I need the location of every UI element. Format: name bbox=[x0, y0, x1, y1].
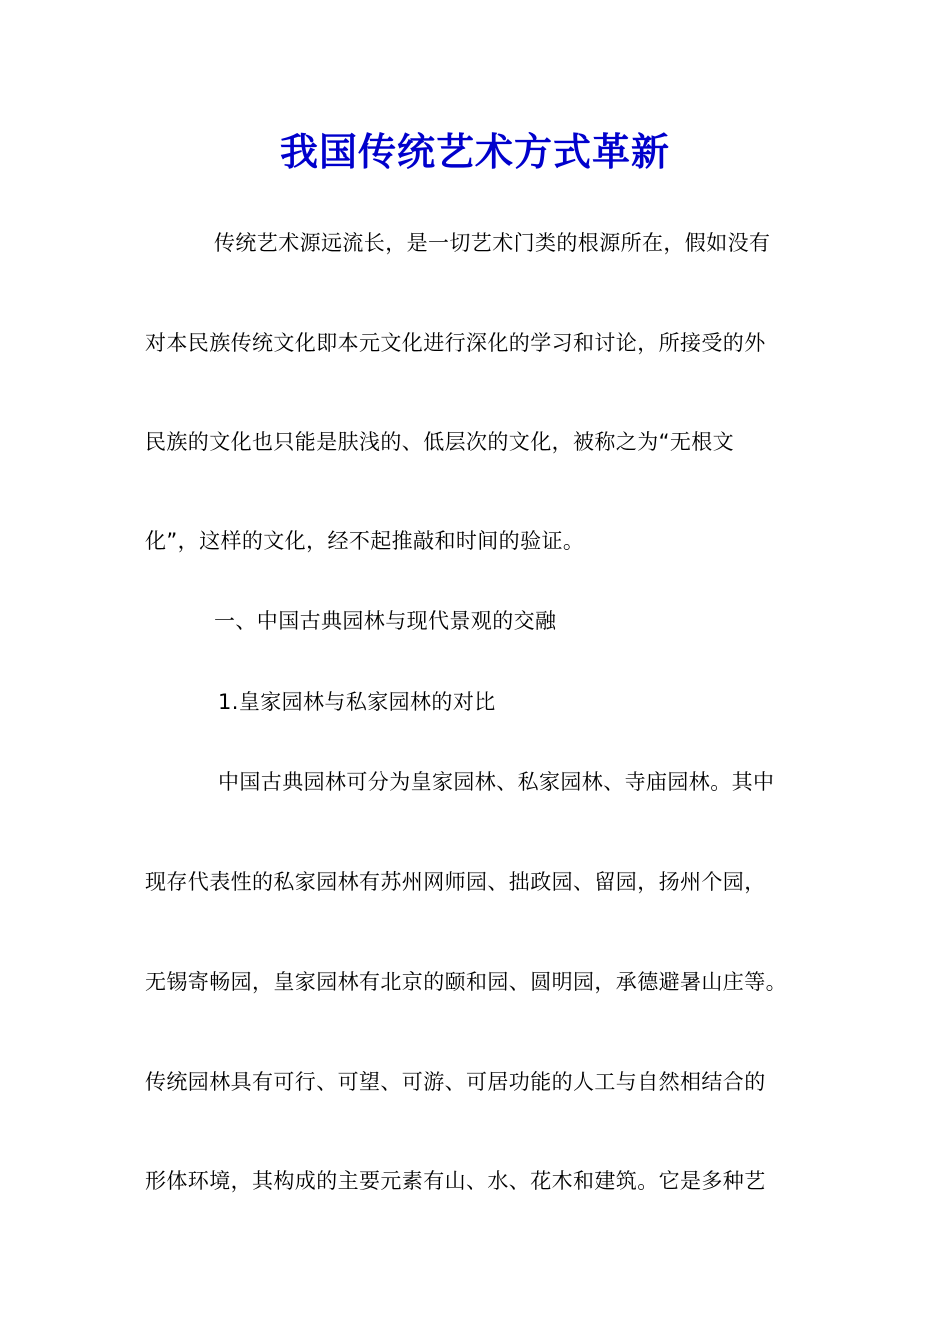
paragraph-line: 传统艺术源远流长，是一切艺术门类的根源所在，假如没有 bbox=[214, 231, 771, 255]
paragraph-line: 形体环境，其构成的主要元素有山、水、花木和建筑。它是多种艺 bbox=[145, 1169, 766, 1193]
paragraph-line: 中国古典园林可分为皇家园林、私家园林、寺庙园林。其中 bbox=[218, 770, 775, 794]
paragraph-line: 化”，这样的文化，经不起推敲和时间的验证。 bbox=[145, 529, 585, 553]
paragraph-line: 现存代表性的私家园林有苏州网师园、拙政园、留园，扬州个园， bbox=[145, 870, 766, 894]
subsection-heading: 1.皇家园林与私家园林的对比 bbox=[218, 690, 496, 714]
document-title: 我国传统艺术方式革新 bbox=[279, 129, 670, 174]
paragraph-line: 对本民族传统文化即本元文化进行深化的学习和讨论，所接受的外 bbox=[145, 331, 766, 355]
section-heading: 一、中国古典园林与现代景观的交融 bbox=[214, 609, 557, 633]
paragraph-line: 传统园林具有可行、可望、可游、可居功能的人工与自然相结合的 bbox=[145, 1070, 766, 1094]
paragraph-line: 无锡寄畅园，皇家园林有北京的颐和园、圆明园，承德避暑山庄等。 bbox=[145, 970, 787, 994]
paragraph-line: 民族的文化也只能是肤浅的、低层次的文化，被称之为“无根文 bbox=[145, 430, 735, 454]
